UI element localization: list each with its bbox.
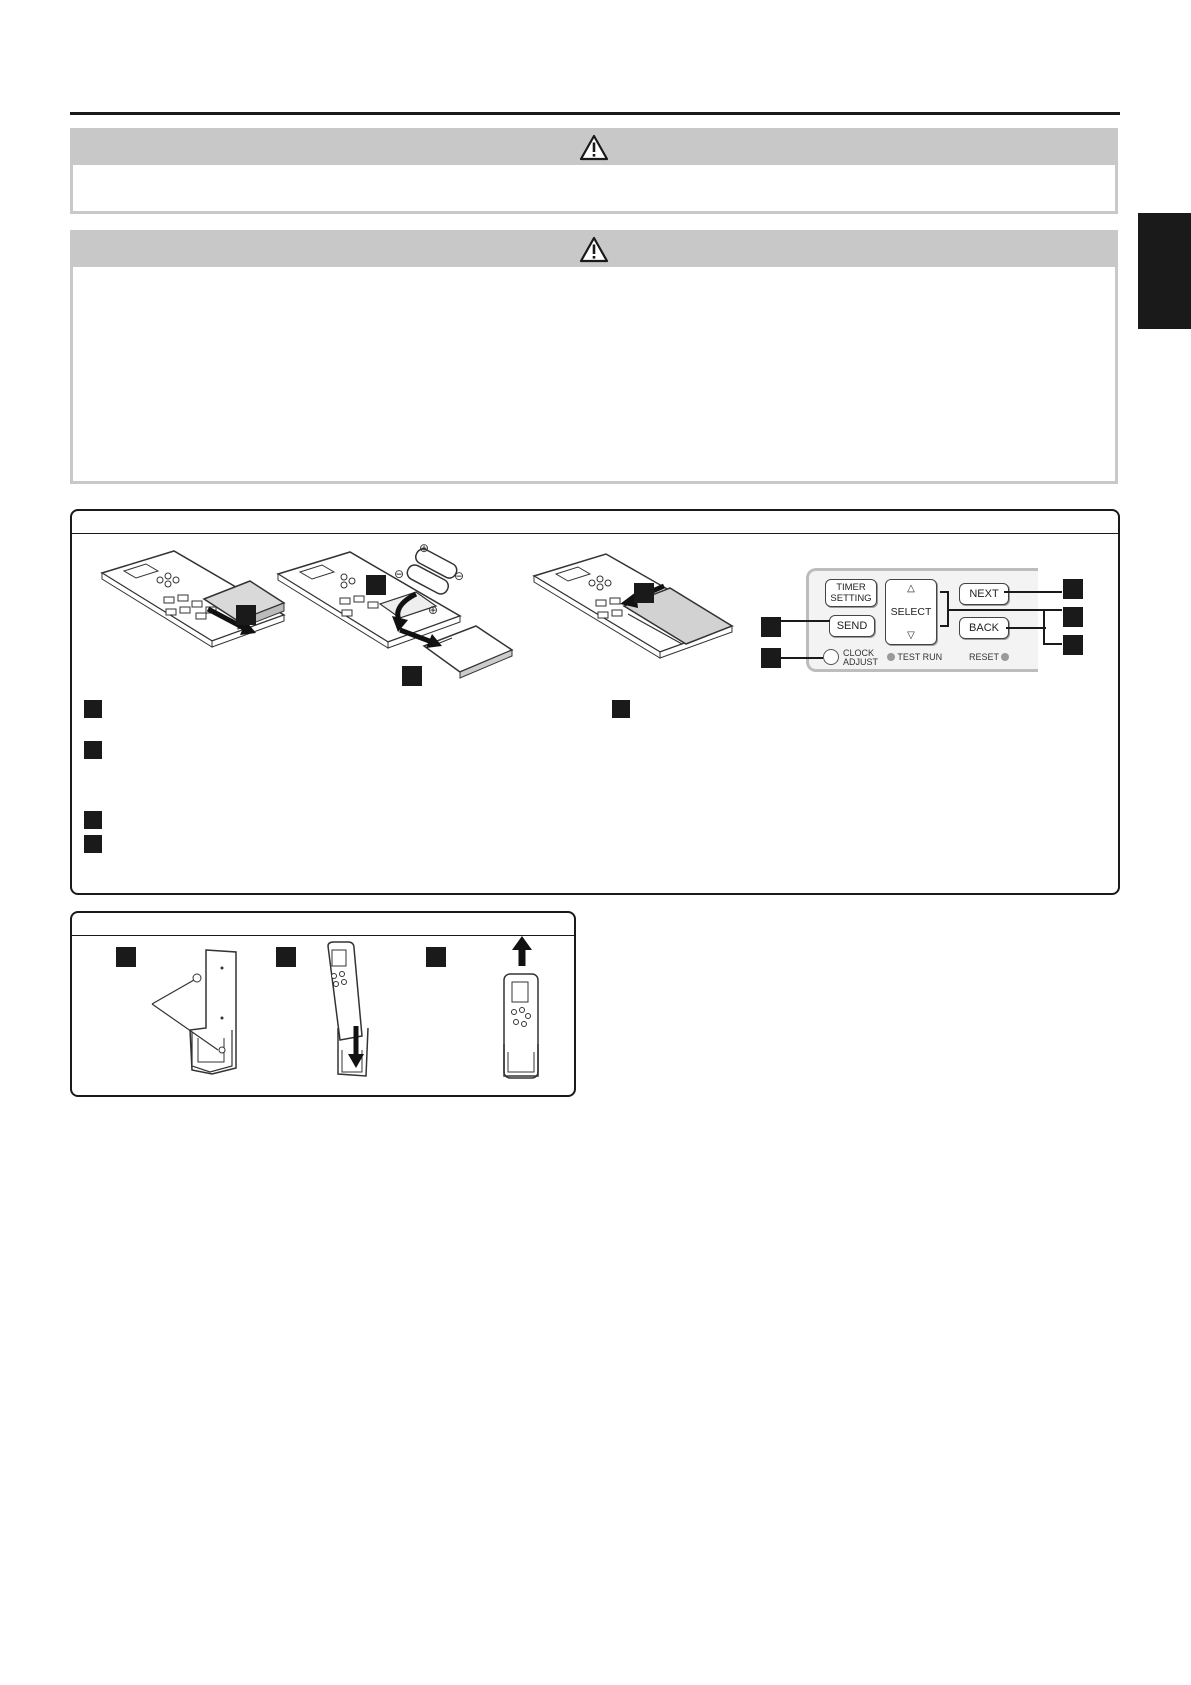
up-arrow-icon: △ <box>907 583 915 594</box>
step-badge <box>634 583 654 603</box>
remote-open-cover-illustration <box>96 545 286 685</box>
timer-setting-button[interactable]: TIMER SETTING <box>825 579 877 607</box>
remote-close-cover-illustration <box>532 548 737 688</box>
insert-batteries-illustration <box>276 542 526 692</box>
caution-header <box>73 233 1115 267</box>
step-badge <box>236 605 256 625</box>
svg-text:⊕: ⊕ <box>419 542 430 555</box>
caution-box <box>70 230 1118 484</box>
battery-panel-header <box>72 511 1118 534</box>
send-button[interactable]: SEND <box>829 615 875 637</box>
section-tab <box>1138 213 1191 329</box>
callout-badge <box>1063 579 1083 599</box>
callout-badge <box>761 648 781 668</box>
back-button[interactable]: BACK <box>959 617 1009 639</box>
warning-triangle-icon <box>579 134 609 161</box>
callout-badge <box>1063 635 1083 655</box>
holder-insert-illustration <box>322 940 382 1086</box>
list-badge <box>84 741 102 759</box>
svg-text:⊕: ⊕ <box>428 603 439 617</box>
warning-triangle-icon <box>579 236 609 263</box>
list-badge <box>84 700 102 718</box>
step-badge <box>276 947 296 967</box>
step-badge <box>402 666 422 686</box>
step-badge <box>426 947 446 967</box>
holder-mount-illustration <box>150 946 250 1078</box>
warning-header <box>73 131 1115 165</box>
svg-text:⊖: ⊖ <box>394 567 405 581</box>
select-label: SELECT <box>890 605 932 618</box>
top-rule <box>70 112 1120 115</box>
clock-adjust-label: CLOCK ADJUST <box>843 648 879 667</box>
list-badge <box>84 811 102 829</box>
warning-box <box>70 128 1118 214</box>
step-badge <box>366 575 386 595</box>
holder-remove-illustration <box>500 936 550 1086</box>
list-badge <box>84 835 102 853</box>
svg-text:⊖: ⊖ <box>454 569 465 583</box>
down-arrow-icon: ▽ <box>907 630 915 641</box>
test-run-text: TEST RUN <box>897 652 943 662</box>
callout-badge <box>761 617 781 637</box>
next-button[interactable]: NEXT <box>959 583 1009 605</box>
holder-panel-header <box>72 913 574 936</box>
reset-text: RESET <box>969 652 999 662</box>
callout-leader-lines <box>760 570 1080 680</box>
list-badge <box>612 700 630 718</box>
step-badge <box>116 947 136 967</box>
callout-badge <box>1063 607 1083 627</box>
